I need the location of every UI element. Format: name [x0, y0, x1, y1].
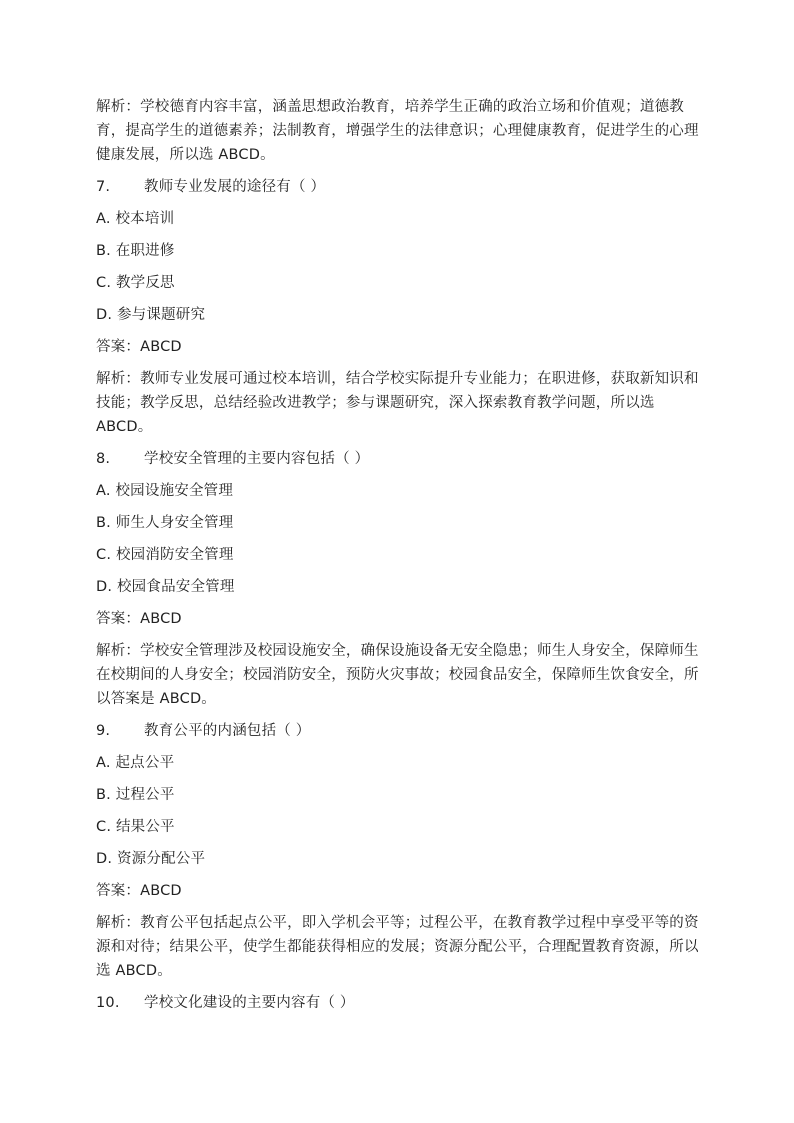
- option-c: C. 结果公平: [96, 819, 175, 835]
- answer-q9: 答案：ABCD: [96, 883, 182, 899]
- answer-q8: 答案：ABCD: [96, 611, 182, 627]
- question-text: 教师专业发展的途径有（ ）: [144, 179, 326, 195]
- document-page: [96, 95, 704, 1023]
- option-b: B. 在职进修: [96, 243, 175, 259]
- question-text: 学校文化建设的主要内容有（ ）: [144, 995, 355, 1011]
- question-text: 学校安全管理的主要内容包括（ ）: [144, 451, 370, 467]
- option-d: D. 校园食品安全管理: [96, 579, 235, 595]
- question-10: [96, 991, 704, 1015]
- answer-q7: 答案：ABCD: [96, 339, 182, 355]
- option-a: A. 起点公平: [96, 755, 175, 771]
- question-7: [96, 175, 704, 199]
- explanation-q9: 解析：教育公平包括起点公平，即入学机会平等；过程公平，在教育教学过程中享受平等的资源和对待；结果公平，使学生都能获得相应的发展；资源分配公平，合理配置教育资源，所以选 ABCD。: [96, 915, 699, 979]
- option-d: D. 资源分配公平: [96, 851, 206, 867]
- question-text: 教育公平的内涵包括（ ）: [144, 723, 311, 739]
- option-b: B. 师生人身安全管理: [96, 515, 234, 531]
- option-b: B. 过程公平: [96, 787, 175, 803]
- question-number: 10.: [96, 995, 120, 1011]
- question-8: [96, 447, 704, 471]
- question-number: 7.: [96, 179, 111, 195]
- option-a: A. 校园设施安全管理: [96, 483, 234, 499]
- question-9: [96, 719, 704, 743]
- option-c: C. 教学反思: [96, 275, 175, 291]
- explanation-q7: 解析：教师专业发展可通过校本培训，结合学校实际提升专业能力；在职进修，获取新知识和技能；教学反思，总结经验改进教学；参与课题研究，深入探索教育教学问题，所以选 ABCD。: [96, 371, 699, 435]
- option-d: D. 参与课题研究: [96, 307, 206, 323]
- question-number: 8.: [96, 451, 111, 467]
- option-a: A. 校本培训: [96, 211, 175, 227]
- explanation-q8: 解析：学校安全管理涉及校园设施安全，确保设施设备无安全隐患；师生人身安全，保障师生在校期间的人身安全；校园消防安全，预防火灾事故；校园食品安全，保障师生饮食安全，所以答案是 ABCD。: [96, 643, 699, 707]
- option-c: C. 校园消防安全管理: [96, 547, 234, 563]
- question-number: 9.: [96, 723, 111, 739]
- explanation-q6: 解析：学校德育内容丰富，涵盖思想政治教育，培养学生正确的政治立场和价值观；道德教育，提高学生的道德素养；法制教育，增强学生的法律意识；心理健康教育，促进学生的心理健康发展，所以选 ABCD。: [96, 99, 699, 163]
